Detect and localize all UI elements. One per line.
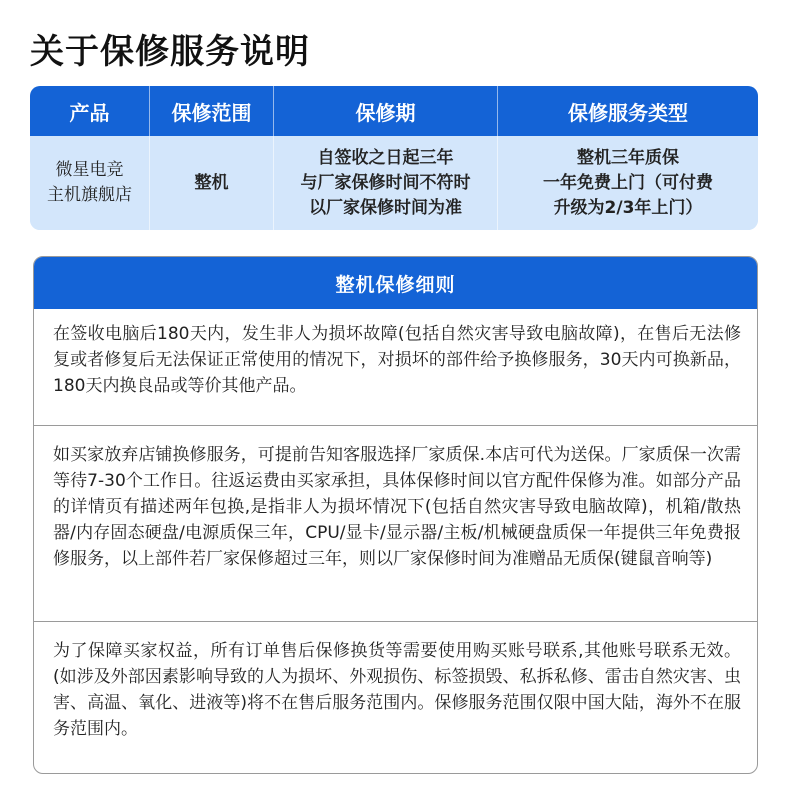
rules-paragraph: 在签收电脑后180天内，发生非人为损坏故障(包括自然灾害导致电脑故障)，在售后无法修复或者修复后无法保证正常使用的情况下，对损坏的部件给予换修服务，30天内可换新品，180天内换良品或等价其他产品。 (34, 309, 757, 426)
warranty-rules-section (33, 256, 758, 774)
cell-service-type: 整机三年质保 一年免费上门（可付费 升级为2/3年上门） (543, 147, 713, 218)
table-row (30, 136, 758, 230)
header-period: 保修期 (274, 86, 498, 136)
rules-paragraph: 如买家放弃店铺换修服务，可提前告知客服选择厂家质保.本店可代为送保。厂家质保一次需等待7-30个工作日。往返运费由买家承担，具体保修时间以官方配件保修为准。如部分产品的详情页有描述两年包换,是指非人为损坏情况下(包括自然灾害导致电脑故障)，机箱/散热器/内存固态硬盘/电源质保三年，CPU/显卡/显示器/主板/机械硬盘质保一年提供三年免费报修服务，以上部件若厂家保修超过三年，则以厂家保修时间为准赠品无质保(键鼠音响等) (34, 426, 757, 622)
rules-paragraph: 为了保障买家权益，所有订单售后保修换货等需要使用购买账号联系,其他账号联系无效。(如涉及外部因素影响导致的人为损坏、外观损伤、标签损毁、私拆私修、雷击自然灾害、虫害、高温、氧化、进液等)将不在售后服务范围内。保修服务范围仅限中国大陆，海外不在服务范围内。 (53, 641, 741, 739)
cell-product: 微星电竞 主机旗舰店 (30, 136, 150, 230)
rules-title: 整机保修细则 (34, 257, 757, 309)
cell-scope: 整机 (150, 136, 274, 230)
page-title: 关于保修服务说明 (30, 32, 310, 72)
warranty-table (30, 86, 758, 230)
table-header-row (30, 86, 758, 136)
cell-period: 自签收之日起三年 与厂家保修时间不符时 以厂家保修时间为准 (274, 136, 498, 230)
header-service-type: 保修服务类型 (568, 100, 688, 125)
header-scope: 保修范围 (150, 86, 274, 136)
header-product: 产品 (30, 86, 150, 136)
